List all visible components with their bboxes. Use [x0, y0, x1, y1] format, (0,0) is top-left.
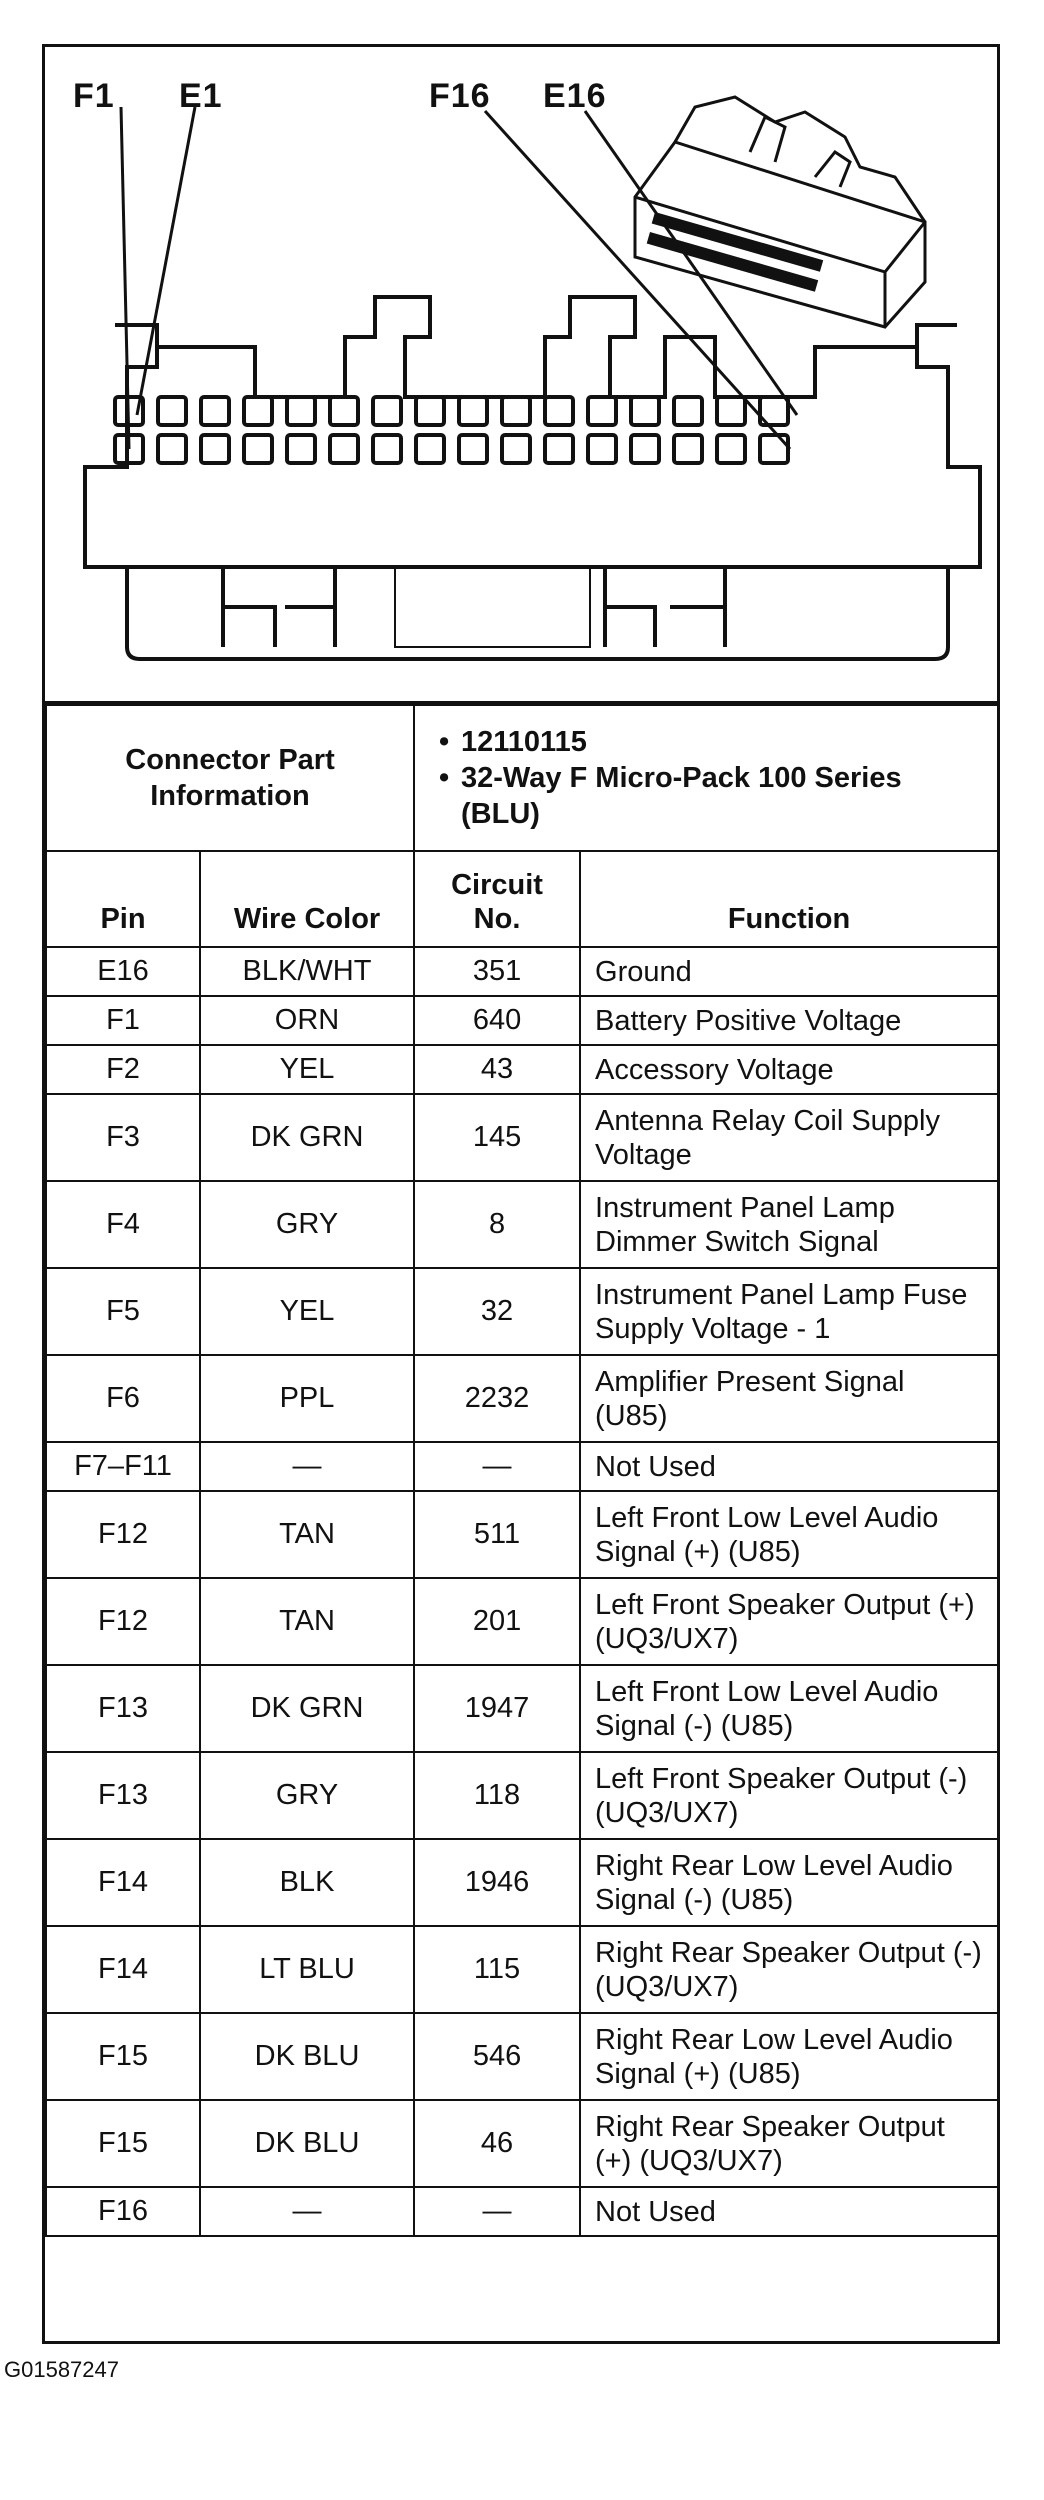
pin-cavity [416, 397, 444, 425]
pin-cavity [287, 435, 315, 463]
function-cell: Accessory Voltage [580, 1045, 998, 1094]
connector-info-items [414, 705, 998, 851]
wire-color-cell: YEL [200, 1045, 414, 1094]
circuit-cell: 43 [414, 1045, 580, 1094]
table-row [46, 1094, 998, 1181]
figure-code: G01587247 [4, 2357, 119, 2382]
circuit-cell: — [414, 2187, 580, 2236]
connector-info-row [46, 705, 998, 851]
pin-cavity [717, 397, 745, 425]
wire-color-cell: DK BLU [200, 2013, 414, 2100]
pin-cavity [545, 435, 573, 463]
pin-cavity [373, 435, 401, 463]
table-row [46, 996, 998, 1045]
pin-cavity [416, 435, 444, 463]
table-row [46, 947, 998, 996]
pin-cell: F7–F11 [46, 1442, 200, 1491]
circuit-cell: 511 [414, 1491, 580, 1578]
wire-color-cell: BLK [200, 1839, 414, 1926]
pin-cell: F15 [46, 2013, 200, 2100]
circuit-cell: 201 [414, 1578, 580, 1665]
header-circuit-no: Circuit No. [414, 851, 580, 947]
function-cell: Left Front Speaker Output (-) (UQ3/UX7) [580, 1752, 998, 1839]
function-cell: Right Rear Low Level Audio Signal (-) (U85) [580, 1839, 998, 1926]
function-cell: Right Rear Speaker Output (+) (UQ3/UX7) [580, 2100, 998, 2187]
table-row [46, 2100, 998, 2187]
pin-cavity [588, 397, 616, 425]
table-row [46, 1926, 998, 2013]
pin-cavity [373, 397, 401, 425]
pin-label-f1: F1 [73, 77, 115, 115]
connector-diagram [45, 47, 997, 704]
pin-cell: F4 [46, 1181, 200, 1268]
wire-color-cell: — [200, 1442, 414, 1491]
circuit-cell: 1946 [414, 1839, 580, 1926]
circuit-cell: 8 [414, 1181, 580, 1268]
pin-cavity [588, 435, 616, 463]
pin-cavity [502, 397, 530, 425]
wire-color-cell: BLK/WHT [200, 947, 414, 996]
pin-cell: F5 [46, 1268, 200, 1355]
table-row [46, 1752, 998, 1839]
pin-cavity [244, 435, 272, 463]
wire-color-cell: PPL [200, 1355, 414, 1442]
pin-cavity [201, 435, 229, 463]
pin-cavity [502, 435, 530, 463]
function-cell: Not Used [580, 2187, 998, 2236]
function-cell: Left Front Speaker Output (+) (UQ3/UX7) [580, 1578, 998, 1665]
function-cell: Battery Positive Voltage [580, 996, 998, 1045]
connector-frame [42, 44, 1000, 2344]
circuit-cell: 2232 [414, 1355, 580, 1442]
pin-cavity [201, 397, 229, 425]
pin-cavity [287, 397, 315, 425]
circuit-cell: 640 [414, 996, 580, 1045]
pin-cavity [760, 435, 788, 463]
wire-color-cell: — [200, 2187, 414, 2236]
connector-info-item: • 12110115 [439, 726, 587, 758]
wire-color-cell: LT BLU [200, 1926, 414, 2013]
table-row [46, 1268, 998, 1355]
function-cell: Not Used [580, 1442, 998, 1491]
function-cell: Antenna Relay Coil Supply Voltage [580, 1094, 998, 1181]
circuit-cell: 46 [414, 2100, 580, 2187]
function-cell: Ground [580, 947, 998, 996]
pin-label-e1: E1 [179, 77, 223, 115]
table-row [46, 1442, 998, 1491]
pin-cavity [674, 397, 702, 425]
table-row [46, 1045, 998, 1094]
pin-cell: F14 [46, 1926, 200, 2013]
wire-color-cell: DK GRN [200, 1665, 414, 1752]
pin-cavity [158, 435, 186, 463]
pin-cavity [545, 397, 573, 425]
table-header-row [46, 851, 998, 947]
circuit-cell: 115 [414, 1926, 580, 2013]
table-row [46, 2187, 998, 2236]
table-row [46, 2013, 998, 2100]
pin-cavity [330, 397, 358, 425]
pin-cell: E16 [46, 947, 200, 996]
function-cell: Instrument Panel Lamp Dimmer Switch Signal [580, 1181, 998, 1268]
circuit-cell: 32 [414, 1268, 580, 1355]
pin-cavity [674, 435, 702, 463]
pin-label-e16: E16 [543, 77, 607, 115]
pin-cavity [158, 397, 186, 425]
pinout-table [45, 704, 999, 2237]
wire-color-cell: DK GRN [200, 1094, 414, 1181]
pin-cell: F12 [46, 1578, 200, 1665]
pin-cell: F13 [46, 1665, 200, 1752]
circuit-cell: 145 [414, 1094, 580, 1181]
pin-cell: F3 [46, 1094, 200, 1181]
table-row [46, 1355, 998, 1442]
circuit-cell: 546 [414, 2013, 580, 2100]
wire-color-cell: YEL [200, 1268, 414, 1355]
circuit-cell: 351 [414, 947, 580, 996]
function-cell: Right Rear Speaker Output (-) (UQ3/UX7) [580, 1926, 998, 2013]
pin-cavity [631, 397, 659, 425]
function-cell: Left Front Low Level Audio Signal (-) (U85) [580, 1665, 998, 1752]
pin-cell: F14 [46, 1839, 200, 1926]
pin-cavity [330, 435, 358, 463]
wire-color-cell: DK BLU [200, 2100, 414, 2187]
pin-cell: F1 [46, 996, 200, 1045]
header-wire-color: Wire Color [200, 851, 414, 947]
pin-cell: F15 [46, 2100, 200, 2187]
wire-color-cell: GRY [200, 1181, 414, 1268]
circuit-cell: 1947 [414, 1665, 580, 1752]
pin-cell: F12 [46, 1491, 200, 1578]
pin-label-f16: F16 [429, 77, 491, 115]
connector-face-drawing [45, 47, 997, 701]
pin-cavity [459, 435, 487, 463]
table-row [46, 1665, 998, 1752]
table-row [46, 1839, 998, 1926]
pin-cavity [244, 397, 272, 425]
pin-cell: F16 [46, 2187, 200, 2236]
header-function: Function [580, 851, 998, 947]
circuit-cell: — [414, 1442, 580, 1491]
function-cell: Right Rear Low Level Audio Signal (+) (U85) [580, 2013, 998, 2100]
table-row [46, 1578, 998, 1665]
function-cell: Instrument Panel Lamp Fuse Supply Voltage - 1 [580, 1268, 998, 1355]
pin-cell: F2 [46, 1045, 200, 1094]
wire-color-cell: TAN [200, 1578, 414, 1665]
pin-cavity [717, 435, 745, 463]
wire-color-cell: GRY [200, 1752, 414, 1839]
pin-cavity [631, 435, 659, 463]
pin-cell: F6 [46, 1355, 200, 1442]
table-row [46, 1181, 998, 1268]
function-cell: Amplifier Present Signal (U85) [580, 1355, 998, 1442]
header-pin: Pin [46, 851, 200, 947]
connector-info-item: • 32-Way F Micro-Pack 100 Series (BLU) [439, 762, 902, 830]
circuit-cell: 118 [414, 1752, 580, 1839]
function-cell: Left Front Low Level Audio Signal (+) (U85) [580, 1491, 998, 1578]
table-row [46, 1491, 998, 1578]
wire-color-cell: ORN [200, 996, 414, 1045]
pin-cell: F13 [46, 1752, 200, 1839]
wire-color-cell: TAN [200, 1491, 414, 1578]
connector-info-label: Connector Part Information [46, 705, 414, 851]
pin-cavity [459, 397, 487, 425]
